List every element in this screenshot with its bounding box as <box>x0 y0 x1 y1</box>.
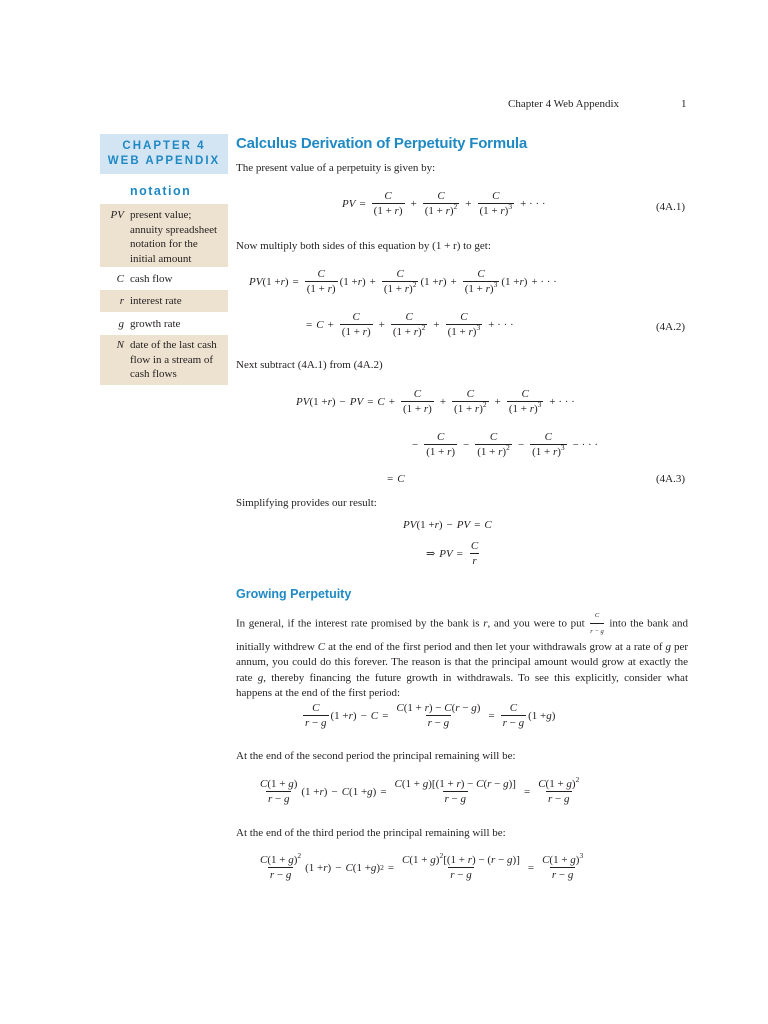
notation-definition: interest rate <box>130 295 182 307</box>
equation-4a2: = C + $\frac{C}{(1 + r)}$ + $\frac{C}{(1 + r)^2}$ + $\frac{C}{(1 + r)^3}$ + · · · <box>306 311 514 338</box>
notation-definition: date of the last cash flow in a stream of cash flows <box>130 339 217 380</box>
equation-result-line1: PV (1 + r ) − PV = C <box>403 519 492 531</box>
notation-row <box>100 204 228 267</box>
equation-third-period: $\frac{C(1 + g)^2}{r - g}$ (1 + r ) − C (1 + g ) 2 = $\frac{C(1 + g)^2[(1 + r) - (r - g)]}{r - g}$ = $\frac{C(1 + g)^3}{r - g}$ <box>260 851 584 881</box>
notation-row <box>100 335 228 385</box>
notation-symbol: g <box>118 318 124 330</box>
growing-paragraph: In general, if the interest rate promised by the bank is r, and you were to put $\frac{C}{r - g}$ into the bank and initially withdrew C at the end of the first period and then let your withdrawals grow at a rate of g per annum, you could do this forever. The reason is that the principal amount would grow at exactly the rate g, thereby financing the future growth in withdrawals. To see this explicitly, consider what happens at the end of the first period: <box>236 608 688 701</box>
notation-row <box>100 313 228 334</box>
chapter-label: CHAPTER 4 <box>122 140 206 152</box>
notation-title: notation <box>130 184 192 198</box>
equation-expanded: PV (1 + r ) = $\frac{C}{(1 + r)}$ (1 + r ) + $\frac{C}{(1 + r)^2}$ (1 + r ) + $\frac{C}{(1 + r)^3}$ (1 + r ) + · · · <box>249 268 557 295</box>
simplify-text: Simplifying provides our result: <box>236 497 377 509</box>
equation-number: (4A.2) <box>656 321 686 333</box>
page-title: Calculus Derivation of Perpetuity Formula <box>236 135 528 152</box>
notation-row <box>100 268 228 289</box>
section-heading: Growing Perpetuity <box>236 587 352 601</box>
notation-symbol: PV <box>110 209 124 221</box>
second-period-text: At the end of the second period the principal remaining will be: <box>236 750 516 762</box>
equation-result-line2: ⇒ PV = $\frac{C}{r}$ <box>426 540 479 567</box>
page-number: 1 <box>681 98 687 110</box>
notation-symbol: r <box>119 295 124 307</box>
equation-second-period: $\frac{C(1 + g)}{r - g}$ (1 + r ) − C (1 + g ) = $\frac{C(1 + g)[(1 + r) - C(r - g)]}{r - g}$ = $\frac{C(1 + g)^2}{r - g}$ <box>260 775 580 805</box>
appendix-label: WEB APPENDIX <box>107 155 221 167</box>
multiply-text: Now multiply both sides of this equation by (1 + r) to get: <box>236 240 491 252</box>
equation-subtract-line1: PV (1 + r ) − PV = C + $\frac{C}{(1 + r)}$ + $\frac{C}{(1 + r)^2}$ + $\frac{C}{(1 + r)^3}$ + · · · <box>296 388 575 415</box>
equation-number: (4A.3) <box>656 473 686 485</box>
notation-definition: growth rate <box>130 318 181 330</box>
notation-definition: present value; annuity spreadsheet notation for the initial amount <box>130 209 218 265</box>
equation-number: (4A.1) <box>656 201 686 213</box>
inline-fraction: $\frac{C}{r - g}$ <box>590 608 603 640</box>
notation-symbol: N <box>116 339 124 351</box>
running-head: Chapter 4 Web Appendix <box>508 98 620 110</box>
subtract-text: Next subtract (4A.1) from (4A.2) <box>236 359 383 371</box>
chapter-label-box <box>100 134 228 174</box>
notation-row <box>100 290 228 312</box>
third-period-text: At the end of the third period the principal remaining will be: <box>236 827 506 839</box>
equation-4a1: PV = $\frac{C}{(1 + r)}$ + $\frac{C}{(1 + r)^2}$ + $\frac{C}{(1 + r)^3}$ + · · · <box>342 190 546 217</box>
equation-subtract-line2: − $\frac{C}{(1 + r)}$ − $\frac{C}{(1 + r)^2}$ − $\frac{C}{(1 + r)^3}$ − · · · <box>412 431 599 458</box>
notation-symbol: C <box>116 273 124 285</box>
equation-4a3: = C <box>387 473 405 485</box>
equation-first-period: $\frac{C}{r - g}$ (1 + r ) − C = $\frac{C(1 + r) - C(r - g)}{r - g}$ = $\frac{C}{r - g}$ (1 + g ) <box>305 702 556 729</box>
notation-definition: cash flow <box>130 273 173 285</box>
intro-text: The present value of a perpetuity is given by: <box>236 162 436 174</box>
